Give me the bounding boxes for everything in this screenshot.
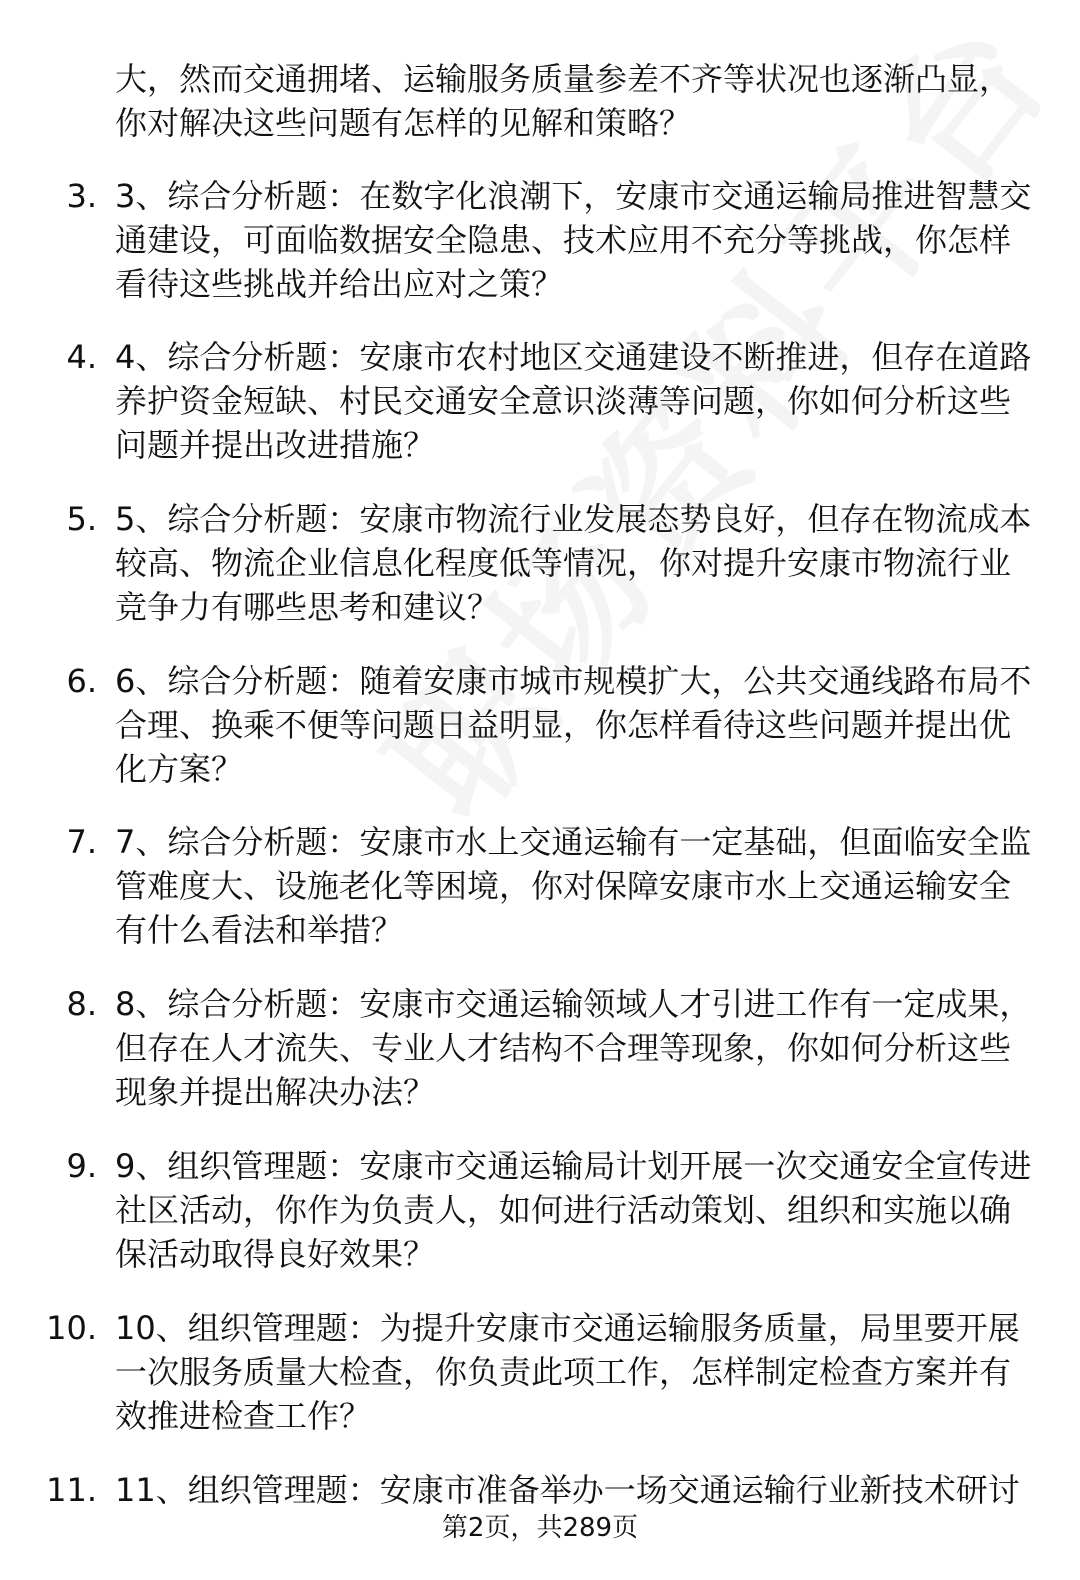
item-number: 9. [66,1147,97,1185]
item-line: 现象并提出解决办法？ [115,1073,436,1111]
item-line: 10、组织管理题：为提升安康市交通运输服务质量，局里要开展 [115,1309,1020,1347]
item-line: 4、综合分析题：安康市农村地区交通建设不断推进，但存在道路 [115,338,1032,376]
item-number: 10. [46,1309,97,1347]
item-line: 问题并提出改进措施？ [115,426,436,464]
intro-line: 大，然而交通拥堵、运输服务质量参差不齐等状况也逐渐凸显， [115,60,1012,98]
item-line: 11、组织管理题：安康市准备举办一场交通运输行业新技术研讨 [115,1471,1020,1509]
item-line: 看待这些挑战并给出应对之策？ [115,265,564,303]
item-line: 有什么看法和举措？ [115,911,404,949]
item-line: 5、综合分析题：安康市物流行业发展态势良好，但存在物流成本 [115,500,1032,538]
item-line: 竞争力有哪些思考和建议？ [115,588,500,626]
item-line: 9、组织管理题：安康市交通运输局计划开展一次交通安全宣传进 [115,1147,1032,1185]
item-line: 7、综合分析题：安康市水上交通运输有一定基础，但面临安全监 [115,823,1032,861]
page-footer: 第2页，共289页 [441,1513,639,1543]
item-number: 11. [46,1471,97,1509]
item-number: 8. [66,985,97,1023]
item-line: 养护资金短缺、村民交通安全意识淡薄等问题，你如何分析这些 [115,382,1012,420]
item-line: 社区活动，你作为负责人，如何进行活动策划、组织和实施以确 [115,1191,1012,1229]
item-line: 8、综合分析题：安康市交通运输领域人才引进工作有一定成果， [115,985,1032,1023]
item-line: 效推进检查工作？ [115,1397,372,1435]
item-line: 一次服务质量大检查，你负责此项工作，怎样制定检查方案并有 [115,1353,1012,1391]
item-line: 合理、换乘不便等问题日益明显，你怎样看待这些问题并提出优 [115,706,1012,744]
item-number: 6. [66,662,97,700]
item-line: 通建设，可面临数据安全隐患、技术应用不充分等挑战，你怎样 [115,221,1012,259]
item-line: 3、综合分析题：在数字化浪潮下，安康市交通运输局推进智慧交 [115,177,1032,215]
item-number: 7. [66,823,97,861]
item-line: 但存在人才流失、专业人才结构不合理等现象，你如何分析这些 [115,1029,1012,1067]
item-number: 3. [66,177,97,215]
intro-line: 你对解决这些问题有怎样的见解和策略？ [115,104,692,142]
item-line: 保活动取得良好效果？ [115,1235,436,1273]
item-line: 管难度大、设施老化等困境，你对保障安康市水上交通运输安全 [115,867,1012,905]
item-line: 6、综合分析题：随着安康市城市规模扩大，公共交通线路布局不 [115,662,1032,700]
item-number: 4. [66,338,97,376]
item-line: 较高、物流企业信息化程度低等情况，你对提升安康市物流行业 [115,544,1012,582]
item-number: 5. [66,500,97,538]
item-line: 化方案？ [115,750,244,788]
